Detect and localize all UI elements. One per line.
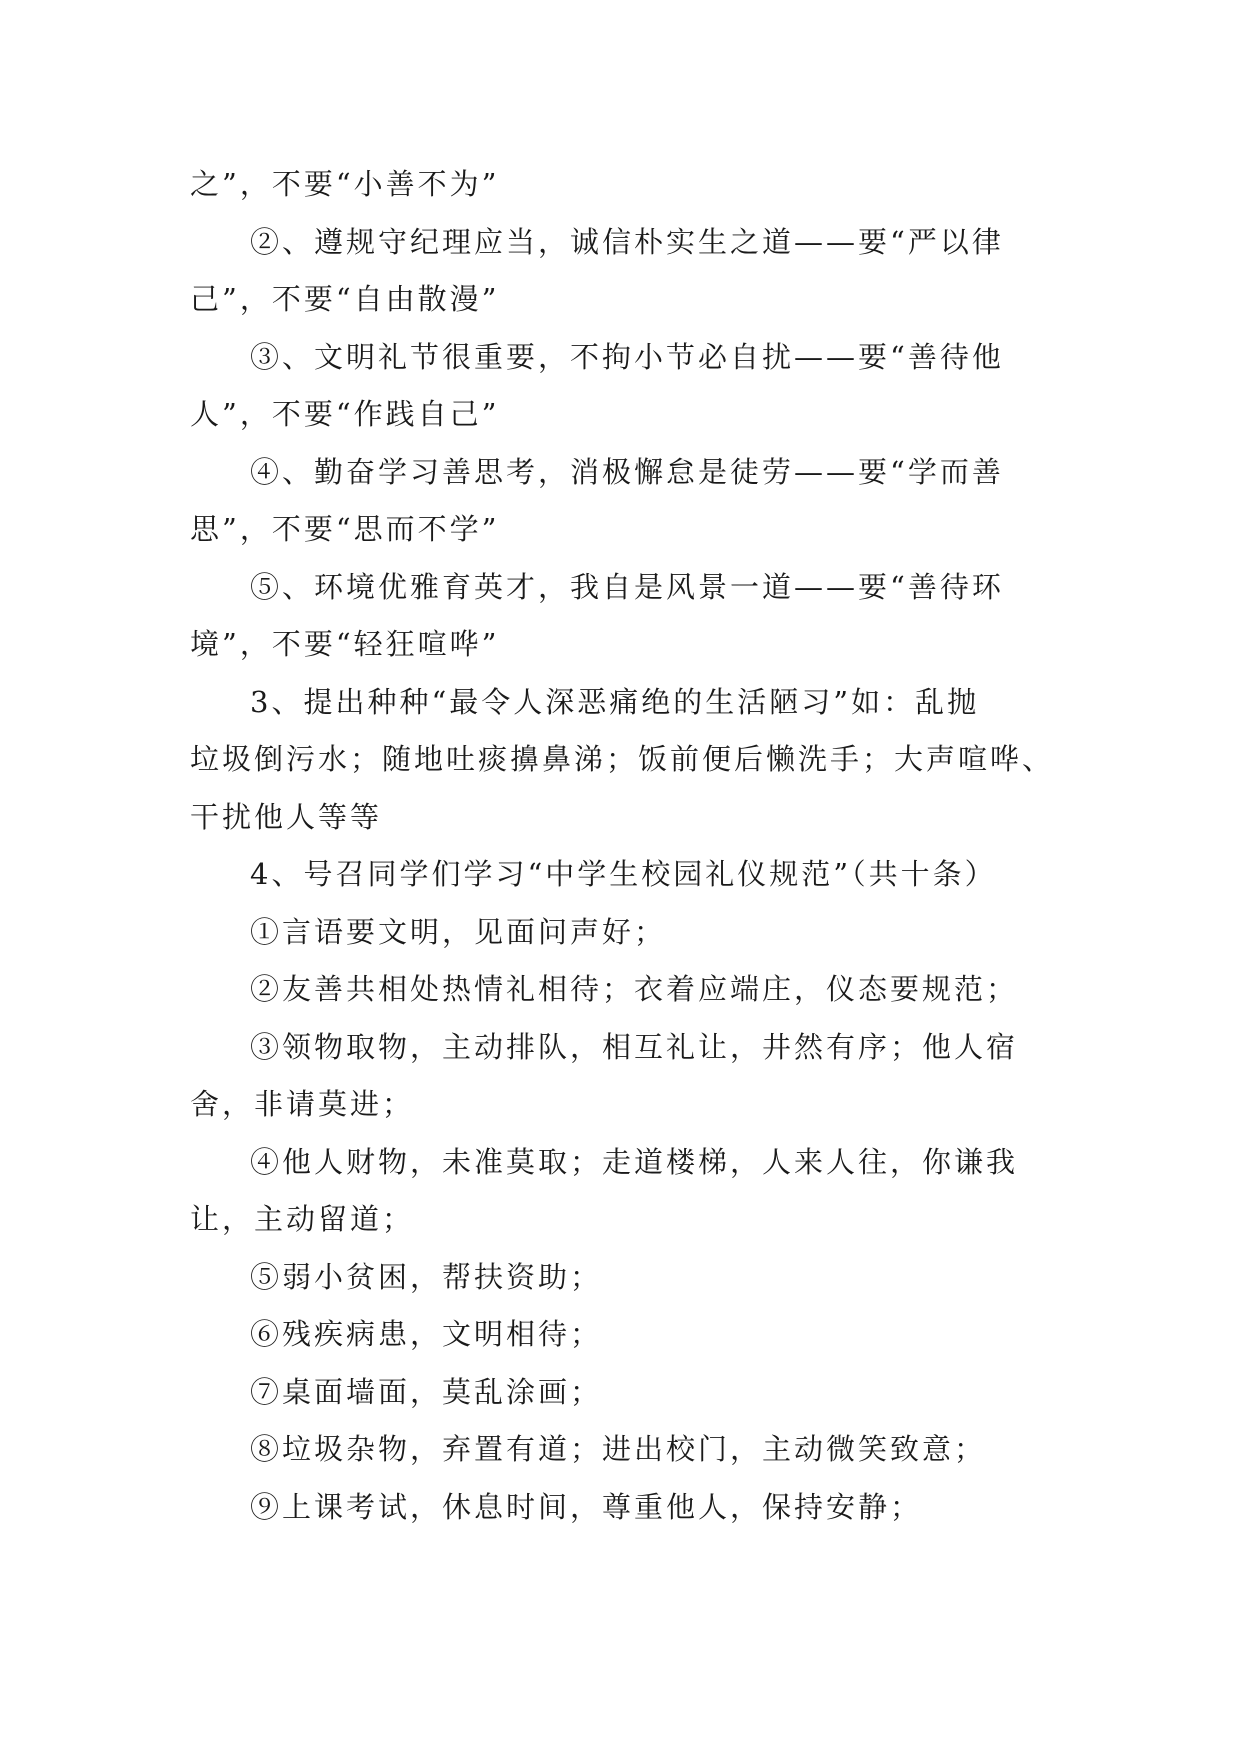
document-body bbox=[190, 156, 1055, 1536]
text-line: 干扰他人等等 bbox=[190, 799, 383, 834]
text-line: ⑥残疾病患，文明相待； bbox=[250, 1317, 603, 1351]
text-line: 3、提出种种“最令人深恶痛绝的生活陋习”如：乱抛 bbox=[250, 684, 980, 719]
text-line: ③、文明礼节很重要，不拘小节必自扰——要“善待他 bbox=[250, 339, 1004, 374]
text-line: ⑤弱小贫困，帮扶资助； bbox=[250, 1259, 603, 1294]
text-line: 己”，不要“自由散漫” bbox=[190, 282, 500, 316]
text-line: 让，主动留道； bbox=[190, 1202, 415, 1236]
text-line: ⑤、环境优雅育英才，我自是风景一道——要“善待环 bbox=[250, 569, 1004, 604]
text-line: 境”，不要“轻狂喧哗” bbox=[190, 627, 500, 661]
text-line: 4、号召同学们学习“中学生校园礼仪规范”（共十条） bbox=[250, 857, 997, 891]
text-line: ③领物取物，主动排队，相互礼让，井然有序；他人宿 bbox=[250, 1029, 1019, 1064]
text-line: 垃圾倒污水；随地吐痰擤鼻涕；饭前便后懒洗手；大声喧哗、 bbox=[190, 742, 1055, 776]
text-line: ⑦桌面墙面，莫乱涂画； bbox=[250, 1374, 603, 1409]
text-line: 之”，不要“小善不为” bbox=[190, 167, 500, 201]
text-line: 舍，非请莫进； bbox=[190, 1087, 415, 1121]
text-line: ④他人财物，未准莫取；走道楼梯，人来人往，你谦我 bbox=[250, 1144, 1019, 1179]
text-line: ⑨上课考试，休息时间，尊重他人，保持安静； bbox=[250, 1489, 923, 1524]
text-line: ⑧垃圾杂物，弃置有道；进出校门，主动微笑致意； bbox=[250, 1432, 987, 1466]
text-line: 人”，不要“作践自己” bbox=[190, 397, 500, 431]
text-line: ①言语要文明，见面问声好； bbox=[250, 914, 667, 949]
text-line: ②、遵规守纪理应当，诚信朴实生之道——要“严以律 bbox=[250, 224, 1004, 259]
text-line: ②友善共相处热情礼相待；衣着应端庄，仪态要规范； bbox=[250, 972, 1019, 1006]
text-line: ④、勤奋学习善思考，消极懈怠是徒劳——要“学而善 bbox=[250, 454, 1004, 489]
text-line: 思”，不要“思而不学” bbox=[190, 512, 500, 546]
